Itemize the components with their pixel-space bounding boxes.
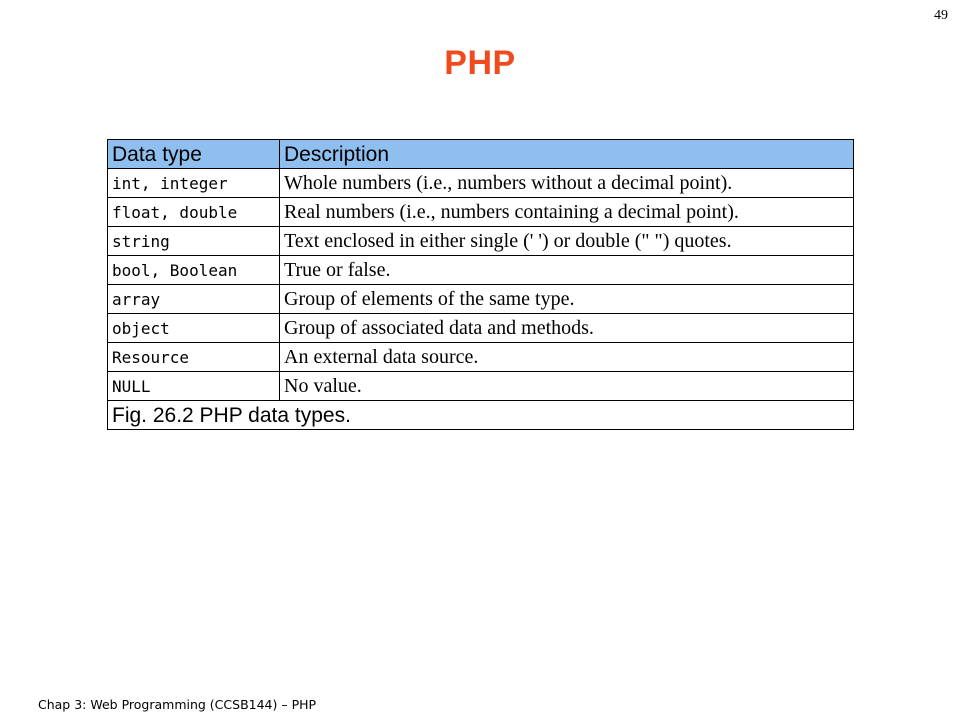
table-row [108,198,854,227]
table-row [108,285,854,314]
description-cell: No value. [280,372,854,401]
type-cell: Resource [108,343,280,372]
table-row [108,227,854,256]
description-cell: Text enclosed in either single (' ') or double (" ") quotes. [280,227,854,256]
type-cell: bool, Boolean [108,256,280,285]
type-cell: int, integer [108,169,280,198]
header-description: Description [280,140,854,169]
description-cell: Real numbers (i.e., numbers containing a decimal point). [280,198,854,227]
type-cell: array [108,285,280,314]
header-data-type: Data type [108,140,280,169]
table-caption-row [108,401,854,430]
type-cell: object [108,314,280,343]
description-cell: Whole numbers (i.e., numbers without a decimal point). [280,169,854,198]
type-cell: string [108,227,280,256]
table-row [108,314,854,343]
data-types-table [107,139,854,430]
table-row [108,343,854,372]
description-cell: Group of associated data and methods. [280,314,854,343]
slide-footer: Chap 3: Web Programming (CCSB144) – PHP [38,697,317,712]
page-number: 49 [934,8,948,23]
slide-title: PHP [444,44,516,82]
table-row [108,372,854,401]
table-caption: Fig. 26.2 PHP data types. [108,401,854,430]
description-cell: Group of elements of the same type. [280,285,854,314]
type-cell: NULL [108,372,280,401]
table-header-row [108,140,854,169]
data-types-table-container [107,139,853,430]
table-row [108,256,854,285]
type-cell: float, double [108,198,280,227]
description-cell: An external data source. [280,343,854,372]
description-cell: True or false. [280,256,854,285]
table-row [108,169,854,198]
